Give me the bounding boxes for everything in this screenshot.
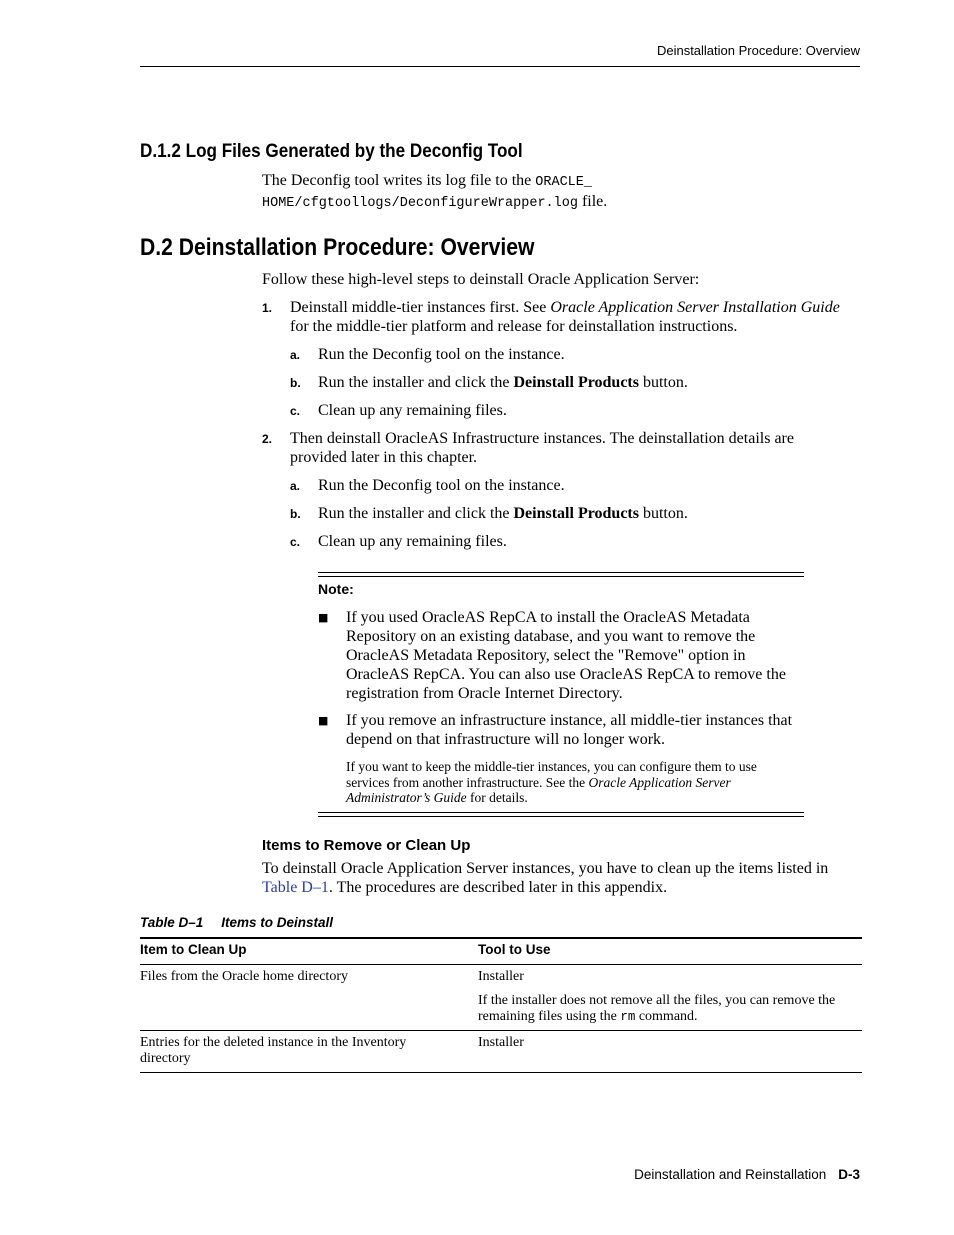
- table-bottom-rule: [140, 1072, 862, 1073]
- note-bottom-rule: [318, 816, 804, 817]
- page-number: D-3: [838, 1167, 860, 1182]
- step-2: 2. Then deinstall OracleAS Infrastructure instances. The deinstallation details are provided later in this chapter.: [262, 430, 794, 466]
- step-1a: a. Run the Deconfig tool on the instance.: [290, 346, 565, 363]
- page-footer: [634, 1167, 860, 1182]
- step-number: 1.: [262, 301, 273, 315]
- step-1: 1. Deinstall middle-tier instances first. See Oracle Application Server Installation Guide for the middle-tier platform and release for deinstallation instructions.: [262, 299, 840, 335]
- bullet-icon: ■: [318, 611, 329, 624]
- note-top-rule: [318, 576, 804, 577]
- table-d1-link[interactable]: Table D–1: [262, 879, 329, 896]
- log-path-code-1: ORACLE_: [535, 175, 592, 190]
- bullet-icon: ■: [318, 714, 329, 727]
- step-1b: b. Run the installer and click the Deinstall Products button.: [290, 374, 688, 391]
- table-header-rule: [140, 964, 862, 965]
- note-bullet-1: ■ If you used OracleAS RepCA to install the OracleAS Metadata Repository on an existing database, and you want to remove the OracleAS Metadata Repository, select the "Remove" option in OracleAS RepCA. You can also use OracleAS RepCA to remove the registration from Oracle Internet Directory.: [318, 609, 786, 702]
- intro-paragraph: Follow these high-level steps to deinstall Oracle Application Server:: [262, 271, 700, 288]
- running-header: Deinstallation Procedure: Overview: [656, 43, 860, 58]
- items-paragraph: To deinstall Oracle Application Server instances, you have to clean up the items listed in Table D–1. The procedures are described later in this appendix.: [262, 860, 829, 896]
- guide-title: Oracle Application Server Installation Guide: [550, 299, 840, 316]
- rm-code: rm: [620, 1009, 636, 1024]
- footer-chapter: Deinstallation and Reinstallation: [634, 1167, 827, 1182]
- log-path-code-2: HOME/cfgtoollogs/DeconfigureWrapper.log: [262, 196, 578, 211]
- log-file-paragraph: The Deconfig tool writes its log file to the ORACLE_ HOME/cfgtoollogs/DeconfigureWrapper.log file.: [262, 172, 608, 211]
- table-row-rule: [140, 1030, 862, 1031]
- table-cell-row1-note: If the installer does not remove all the files, you can remove the remaining files using the rm command.: [478, 993, 836, 1024]
- items-heading: Items to Remove or Clean Up: [262, 837, 471, 854]
- step-2a: a. Run the Deconfig tool on the instance.: [290, 477, 565, 494]
- table-cell-row1-tool: Installer: [478, 969, 524, 984]
- deinstall-products-label: Deinstall Products: [513, 505, 639, 522]
- step-2b: b. Run the installer and click the Deinstall Products button.: [290, 505, 688, 522]
- note-top-rule: [318, 572, 804, 573]
- step-2c: c. Clean up any remaining files.: [290, 533, 507, 550]
- note-label: Note:: [318, 581, 354, 597]
- table-cell-row1-item: Files from the Oracle home directory: [140, 969, 348, 984]
- table-header-item: Item to Clean Up: [140, 942, 247, 957]
- table-top-rule: [140, 937, 862, 939]
- section-heading-d2: D.2 Deinstallation Procedure: Overview: [140, 234, 535, 261]
- table-cell-row2-tool: Installer: [478, 1035, 524, 1050]
- note-bullet-2: ■ If you remove an infrastructure instance, all middle-tier instances that depend on that infrastructure will no longer work.: [318, 712, 793, 748]
- step-number: 2.: [262, 432, 273, 446]
- note-bottom-rule: [318, 812, 804, 813]
- note-followup: If you want to keep the middle-tier instances, you can configure them to use services from another infrastructure. See the Oracle Application Server Administrator’s Guide for details.: [346, 759, 757, 805]
- header-rule: [140, 66, 860, 67]
- table-cell-row2-item: Entries for the deleted instance in the Inventory directory: [140, 1035, 407, 1066]
- table-caption: Table D–1 Items to Deinstall: [140, 915, 334, 930]
- section-heading-d12: D.1.2 Log Files Generated by the Deconfig Tool: [140, 141, 523, 162]
- step-1c: c. Clean up any remaining files.: [290, 402, 507, 419]
- deinstall-products-label: Deinstall Products: [513, 374, 639, 391]
- admin-guide-title: Oracle Application Server Administrator’s Guide: [346, 774, 731, 805]
- table-header-tool: Tool to Use: [478, 942, 551, 957]
